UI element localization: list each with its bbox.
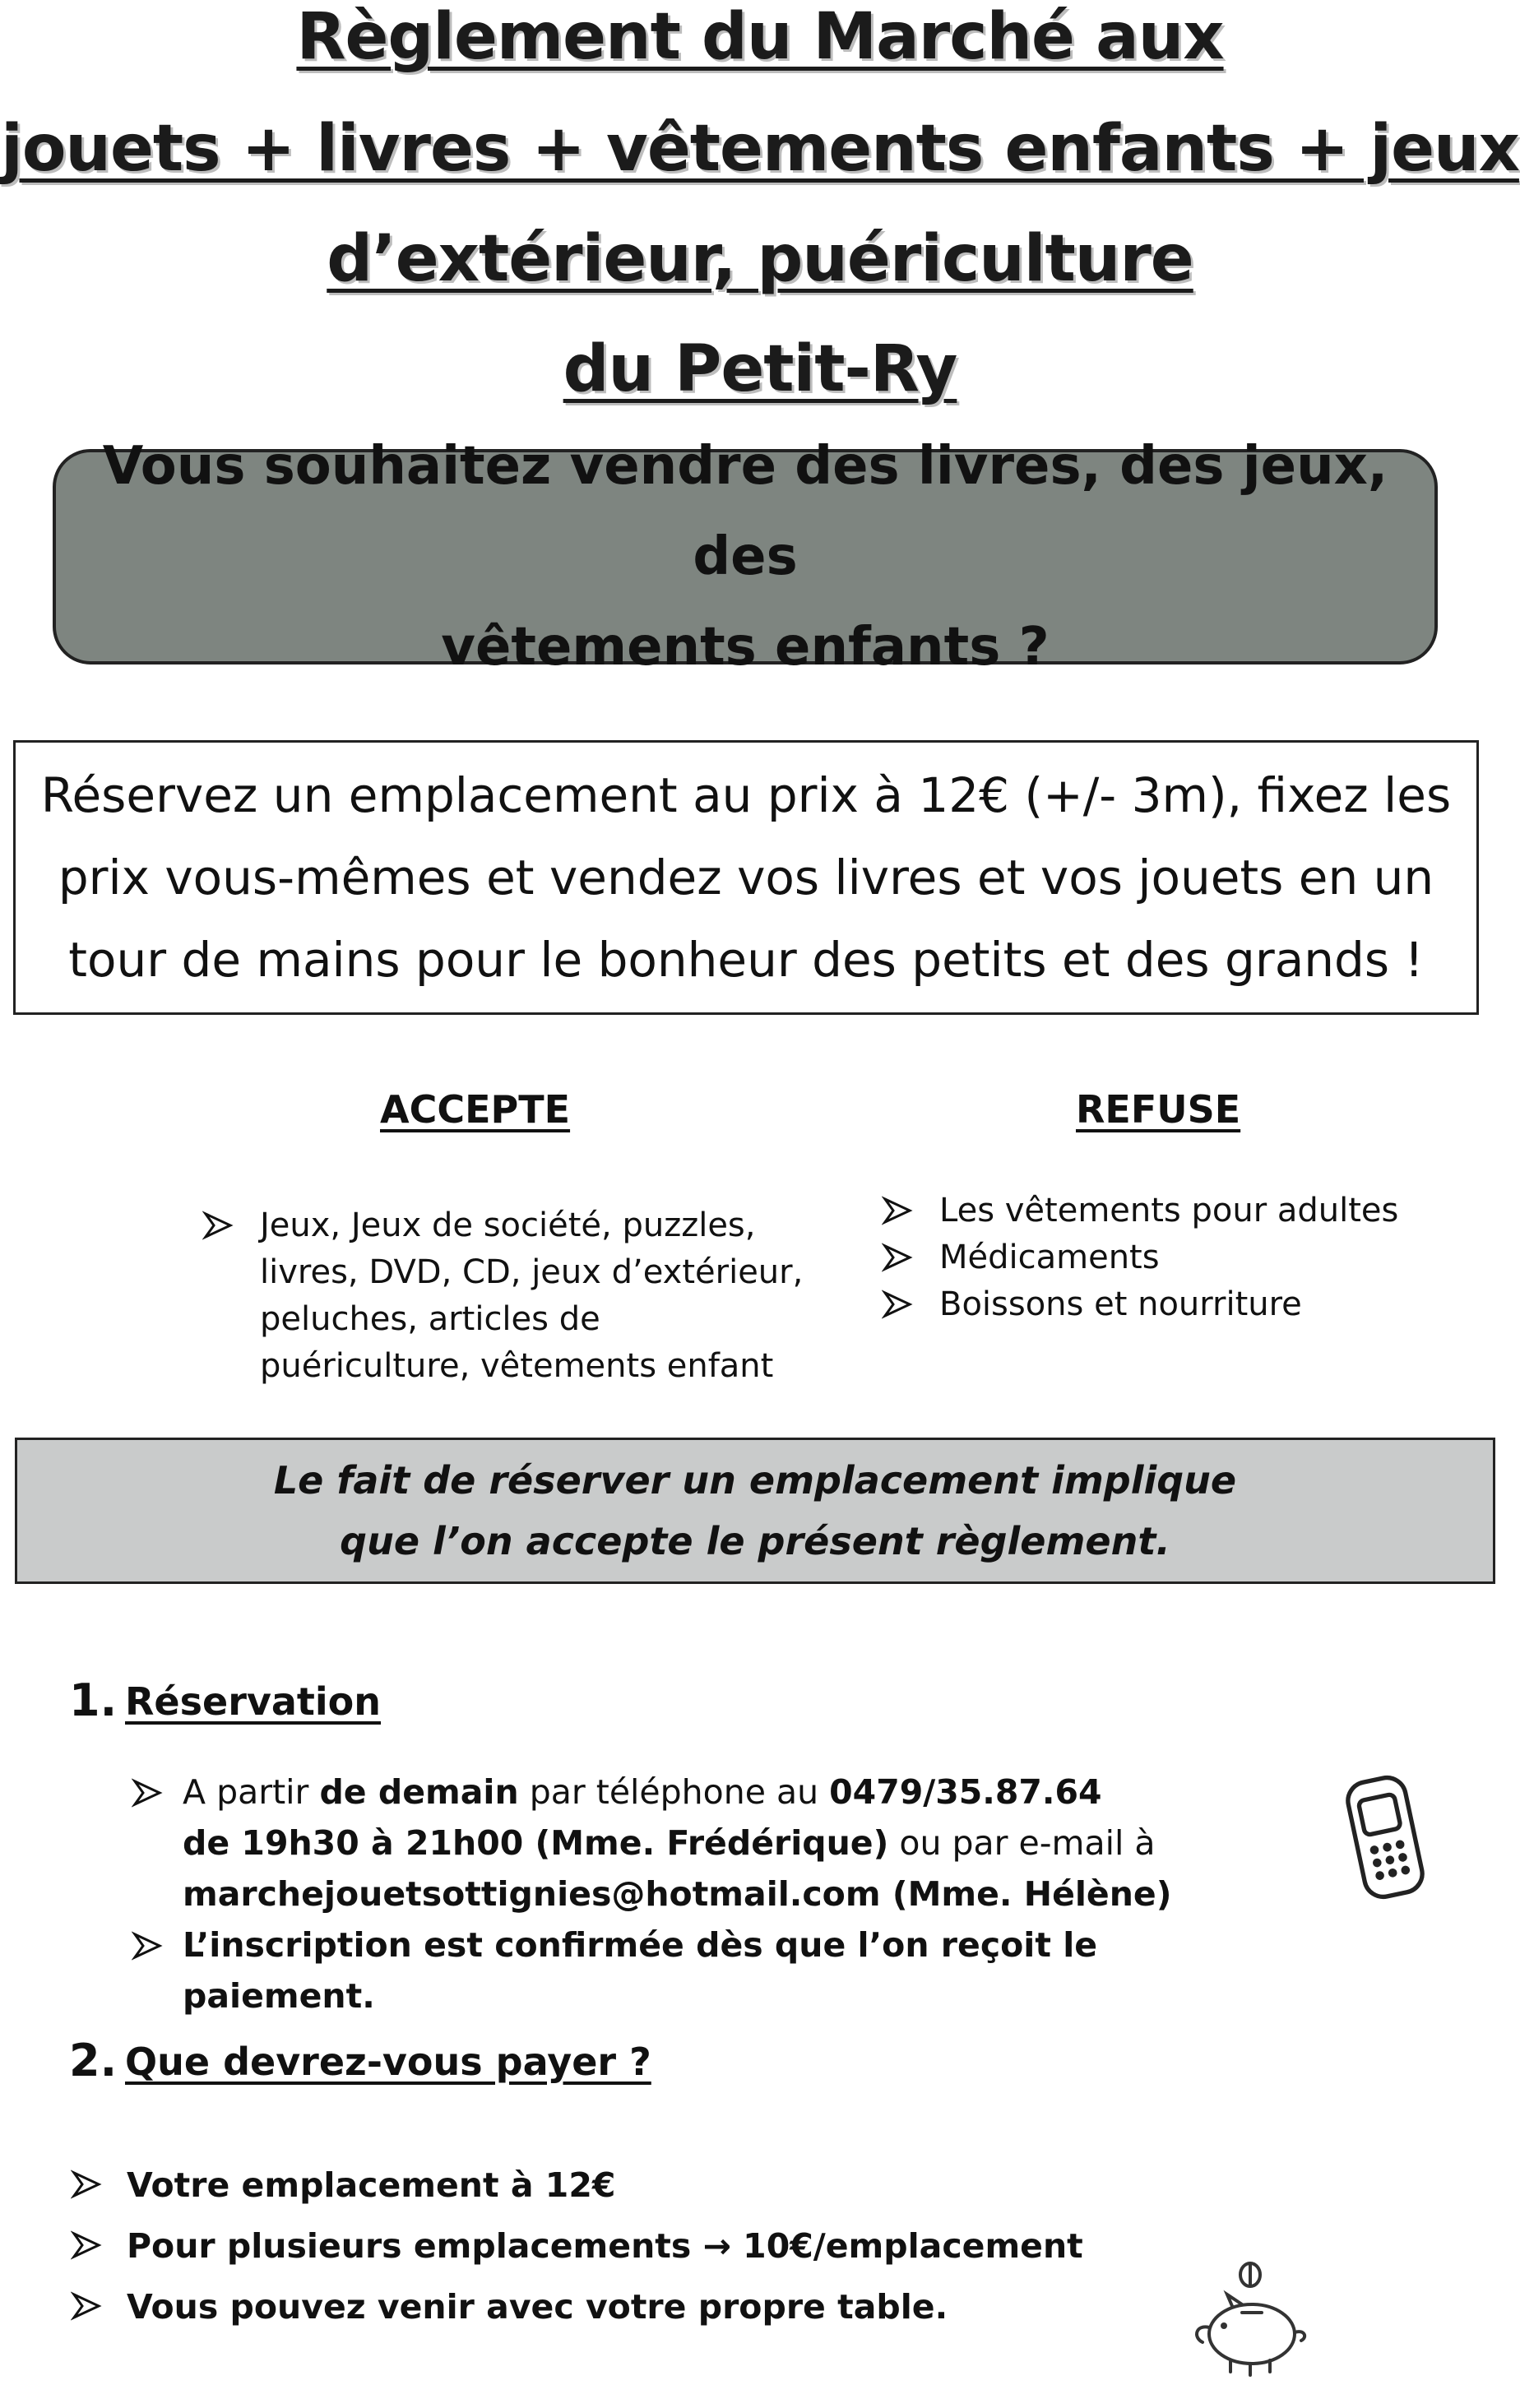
arrowhead-bullet-icon (71, 2222, 104, 2269)
arrowhead-bullet-icon (882, 1234, 915, 1281)
title-line-3: d’extérieur, puériculture (327, 222, 1193, 296)
payment-item-text: Pour plusieurs emplacements → 10€/emplacement (127, 2226, 1083, 2266)
arrowhead-bullet-icon (202, 1202, 235, 1249)
reservation-email: marchejouetsottignies@hotmail.com (Mme. Hélène) (183, 1874, 1172, 1914)
offer-line-1: Réservez un emplacement au prix à 12€ (+/- 3m), fixez les (40, 767, 1452, 823)
title-line-1: Règlement du Marché aux (296, 0, 1224, 74)
phone-number: 0479/35.87.64 (829, 1772, 1102, 1812)
refuse-item-text: Les vêtements pour adultes (939, 1192, 1399, 1229)
arrowhead-bullet-icon (71, 2161, 104, 2208)
reservation-text: de demain (319, 1772, 519, 1812)
reservation-hours: de 19h30 à 21h00 (Mme. Frédérique) (183, 1823, 889, 1863)
section-1-number: 1. (69, 1674, 118, 1726)
list-item (71, 2216, 1222, 2276)
list-item (882, 1188, 1457, 1234)
arrowhead-bullet-icon (132, 1770, 165, 1817)
reservation-text: ou par e-mail à (888, 1823, 1156, 1863)
refuse-item-text: Boissons et nourriture (939, 1285, 1302, 1323)
confirmation-text: L’inscription est confirmée dès que l’on reçoit le paiement. (183, 1925, 1098, 2016)
payment-item-text: Votre emplacement à 12€ (127, 2165, 616, 2205)
piggy-bank-icon (1184, 2258, 1316, 2382)
reservation-text: par téléphone au (518, 1772, 830, 1812)
notice-line-2: que l’on accepte le présent règlement. (340, 1519, 1170, 1563)
list-item (882, 1281, 1457, 1328)
list-item (71, 2276, 1222, 2337)
banner-line-2: vêtements enfants ? (441, 617, 1050, 678)
section-1-title: Réservation (125, 1679, 382, 1724)
payment-item-text: Vous pouvez venir avec votre propre table. (127, 2287, 948, 2327)
arrowhead-bullet-icon (882, 1188, 915, 1234)
payment-list (71, 2155, 1222, 2337)
reservation-text: A partir (183, 1772, 320, 1812)
acceptance-notice (15, 1438, 1495, 1584)
reservation-list (132, 1767, 1300, 2021)
arrowhead-bullet-icon (71, 2283, 104, 2330)
section-2-title: Que devrez-vous payer ? (125, 2040, 651, 2084)
list-item (202, 1202, 811, 1390)
list-item (132, 1767, 1300, 1919)
accepte-list (202, 1202, 811, 1390)
notice-line-1: Le fait de réserver un emplacement implique (273, 1458, 1237, 1503)
refuse-item-text: Médicaments (939, 1239, 1160, 1276)
section-2-number: 2. (69, 2035, 118, 2086)
arrowhead-bullet-icon (882, 1281, 915, 1328)
headline-banner (53, 436, 1438, 678)
list-item (71, 2155, 1222, 2216)
accepte-heading: ACCEPTE (380, 1087, 571, 1132)
refuse-heading: REFUSE (1076, 1087, 1241, 1132)
offer-line-2: prix vous-mêmes et vendez vos livres et vos jouets en un (58, 850, 1434, 905)
offer-line-3: tour de mains pour le bonheur des petits et des grands ! (68, 932, 1424, 988)
banner-line-1: Vous souhaitez vendre des livres, des jeux, des (102, 436, 1388, 587)
offer-box (13, 740, 1479, 1015)
refuse-list (882, 1188, 1457, 1328)
list-item (132, 1919, 1300, 2021)
title-line-4: du Petit-Ry (563, 332, 957, 406)
accepte-item-text: Jeux, Jeux de société, puzzles, livres, DVD, CD, jeux d’extérieur, peluches, articles de puériculture, vêtements enfant (260, 1206, 804, 1385)
mobile-phone-icon (1334, 1771, 1436, 1903)
title-line-2: jouets + livres + vêtements enfants + jeux (1, 112, 1519, 186)
arrowhead-bullet-icon (132, 1923, 165, 1970)
list-item (882, 1234, 1457, 1281)
